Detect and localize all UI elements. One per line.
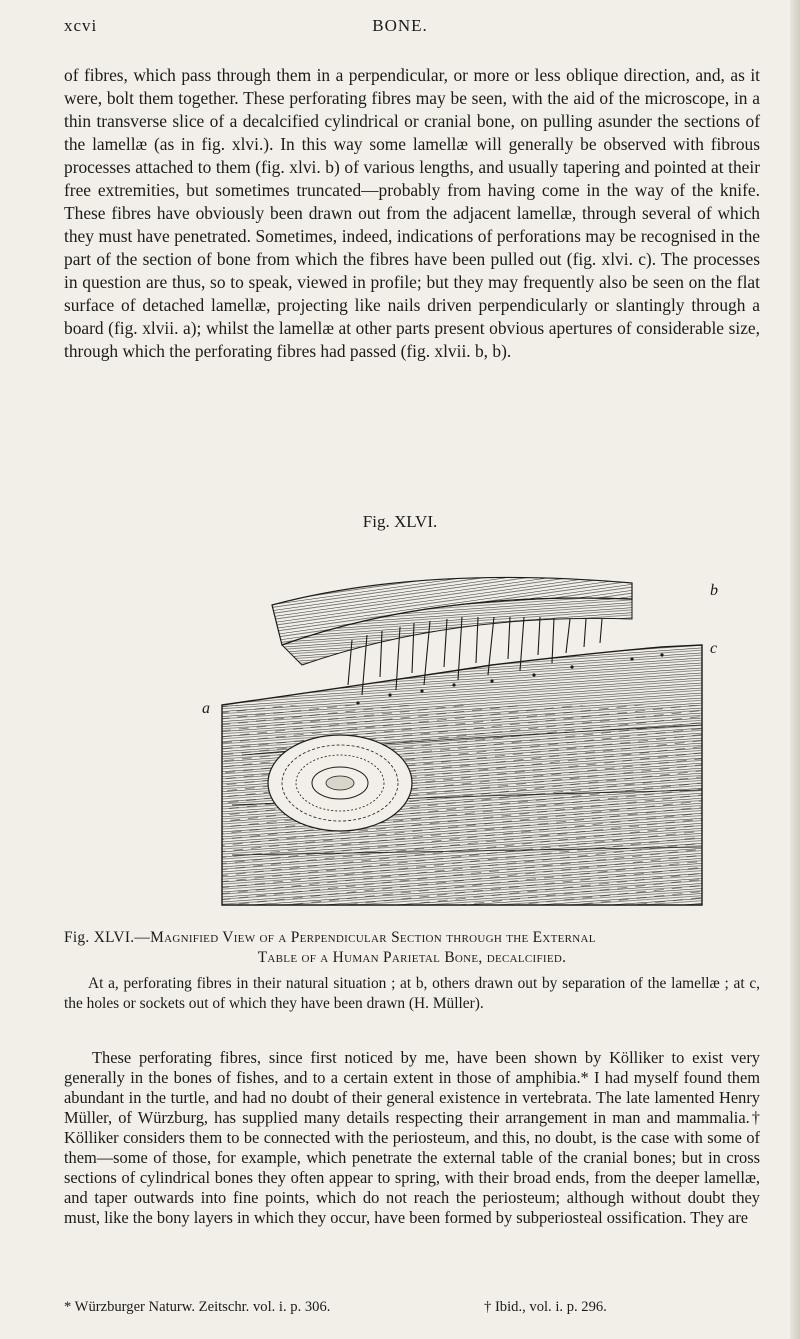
running-title: BONE. <box>372 16 428 35</box>
haversian-canal <box>268 735 412 831</box>
caption-title <box>64 928 760 968</box>
caption-title-line1: —Magnified View of a Perpendicular Section through the External <box>134 929 596 946</box>
separated-lamellae <box>272 577 632 665</box>
caption-description: At a, perforating fibres in their natural situation ; at b, others drawn out by separation of the lamellæ ; at c, the holes or sockets out of which they have been drawn (H. Müller). <box>64 975 760 1012</box>
caption-figure-number: Fig. XLVI. <box>64 929 135 946</box>
page-number: xcvi <box>64 16 98 35</box>
paragraph-kolliker: These perforating fibres, since first noticed by me, have been shown by Kölliker to exist very generally in the bones of fishes, and to a certain extent in those of amphibia.* I had myself found them abundant in the turtle, and had no doubt of their general existence in vertebrata. The late lamented Henry Müller, of Würzburg, has supplied many details respecting their arrangement in man and mammalia.† Kölliker considers them to be connected with the periosteum, and this, no doubt, is the case with some of them—some of those, for example, which penetrate the external table of the cranial bones; but in cross sections of cylindrical bones they often appear to spring, with their broad ends, from the deeper lamellæ, and taper outwards into fine points, which do not reach the periosteum; although without doubt they must, like the bony layers in which they occur, have been formed by subperiosteal ossification. They are <box>64 1048 760 1227</box>
page-header <box>64 16 736 38</box>
figure-letter-c: c <box>710 640 718 657</box>
footnote-ibid: † Ibid., vol. i. p. 296. <box>484 1299 607 1315</box>
caption-title-line2: Table of a Human Parietal Bone, decalcified. <box>257 949 567 966</box>
figure-letter-a: a <box>202 700 210 717</box>
paragraph-perforating-fibres: of fibres, which pass through them in a perpendicular, or more or less oblique direction, and, as it were, bolt them together. These perforating fibres may be seen, with the aid of the microscope, in a thin transverse slice of a decalcified cylindrical or cranial bone, on pulling asunder the sections of the lamellæ (as in fig. xlvi.). In this way some lamellæ will generally be observed with fibrous processes attached to them (fig. xlvi. b) of various lengths, and usually tapering and pointed at their free extremities, but sometimes truncated—probably from having come in the way of the knife. These fibres have obviously been drawn out from the adjacent lamellæ, through several of which they must have penetrated. Sometimes, indeed, indications of perforations may be recognised in the part of the section of bone from which the fibres have been pulled out (fig. xlvi. c). The processes in question are thus, so to speak, viewed in profile; but they may frequently also be seen on the flat surface of detached lamellæ, projecting like nails driven perpendicularly or slantingly through a board (fig. xlvii. a); whilst the lamellæ at other parts present obvious apertures of considerable size, through which the perforating fibres had passed (fig. xlvii. b, b). <box>64 65 760 361</box>
figure-illustration <box>162 535 722 915</box>
figure-letter-b: b <box>710 582 718 599</box>
figure-caption <box>64 928 760 1014</box>
figure-label: Fig. XLVI. <box>362 512 438 531</box>
footnote-wurzburger: * Würzburger Naturw. Zeitschr. vol. i. p. 306. <box>64 1299 331 1315</box>
page-edge-shadow <box>790 0 800 1339</box>
